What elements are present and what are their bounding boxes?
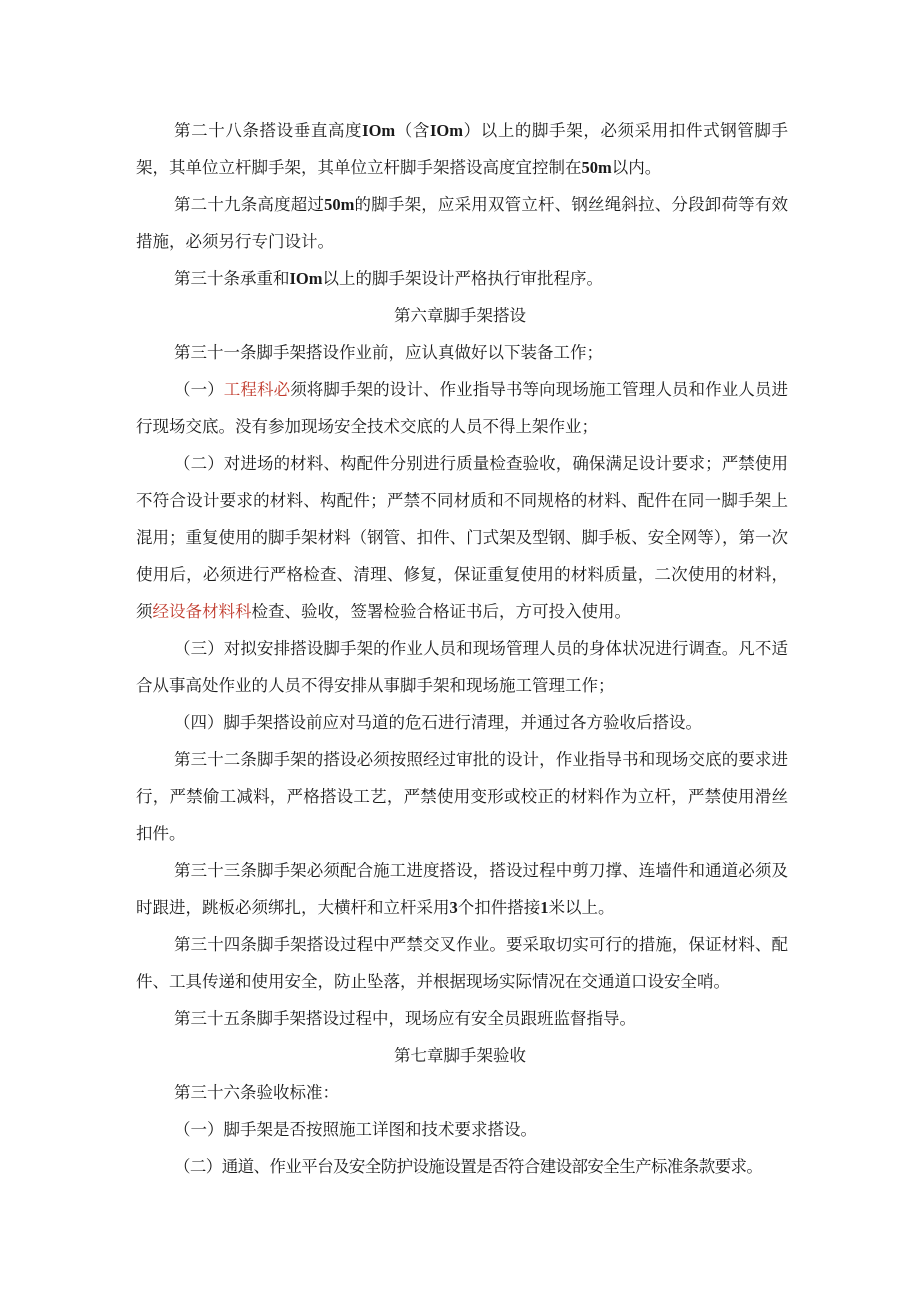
- article-33-text-1: 第三十三条脚手架必须配合施工进度搭设，搭设过程中剪刀撑、连墙件和通道必须及时跟进，跳板必须绑扎，大横杆和立杆采用: [136, 861, 788, 917]
- clamp-count: 3: [449, 898, 458, 917]
- article-29-text-2: 的脚手架，应采用双管立杆、钢丝绳斜拉、分段卸荷等有效措施，必须另行专门设计。: [136, 195, 789, 251]
- chapter-6-title: 第六章脚手架搭设: [394, 306, 526, 325]
- overlap-length: 1: [540, 898, 549, 917]
- height-value: IOm: [289, 269, 323, 288]
- item-1-highlight: 工程科必: [223, 380, 291, 399]
- article-31: 第三十一条脚手架搭设作业前，应认真做好以下装备工作；: [174, 343, 603, 362]
- article-28-text-1: 第二十八条搭设垂直高度: [174, 121, 363, 140]
- article-33-text-2: 个扣件搭接: [457, 898, 541, 917]
- article-28-text-3: ）以上的脚手架，必须采用扣件式钢管脚手架，其单位立杆脚手架，其单位立杆脚手架搭设高度宜控制在: [136, 121, 789, 177]
- height-value: 50m: [324, 195, 355, 214]
- article-31-item-1: [136, 371, 788, 445]
- article-32: 第三十二条脚手架的搭设必须按照经过审批的设计，作业指导书和现场交底的要求进行，严禁偷工减料，严格搭设工艺，严禁使用变形或校正的材料作为立杆，严禁使用滑丝扣件。: [136, 750, 788, 843]
- item-2-text-1: （二）对进场的材料、构配件分别进行质量检查验收，确保满足设计要求；严禁使用不符合设计要求的材料、构配件；严禁不同材质和不同规格的材料、配件在同一脚手架上混用；重复使用的脚手架材料（钢管、扣件、门式架及型钢、脚手板、安全网等），第一次使用后，必须进行严格检查、清理、修复，保证重复使用的材料质量，二次使用的材料，须: [136, 454, 788, 621]
- article-29-text-1: 第二十九条高度超过: [174, 195, 325, 214]
- height-value-2: IOm: [430, 121, 463, 140]
- article-33-text-3: 米以上。: [548, 898, 615, 917]
- article-30: [136, 260, 788, 297]
- item-2-highlight: 经设备材料科: [152, 602, 252, 621]
- height-value-1: IOm: [362, 121, 396, 140]
- article-28: [136, 112, 788, 186]
- height-value-3: 50m: [581, 158, 612, 177]
- article-36: 第三十六条验收标准：: [174, 1083, 339, 1102]
- article-31-item-4: （四）脚手架搭设前应对马道的危石进行清理，并通过各方验收后搭设。: [174, 713, 702, 732]
- article-31-item-2: [136, 445, 788, 630]
- article-31-item-3: （三）对拟安排搭设脚手架的作业人员和现场管理人员的身体状况进行调查。凡不适合从事高处作业的人员不得安排从事脚手架和现场施工管理工作；: [136, 639, 788, 695]
- article-30-text-2: 以上的脚手架设计严格执行审批程序。: [322, 269, 603, 288]
- item-1-text: 须将脚手架的设计、作业指导书等向现场施工管理人员和作业人员进行现场交底。没有参加现场安全技术交底的人员不得上架作业；: [136, 380, 789, 436]
- article-28-text-4: 以内。: [611, 158, 662, 177]
- article-36-item-2: （二）通道、作业平台及安全防护设施设置是否符合建设部安全生产标准条款要求。: [174, 1157, 763, 1176]
- chapter-7-title: 第七章脚手架验收: [394, 1046, 526, 1065]
- article-30-text-1: 第三十条承重和: [174, 269, 290, 288]
- article-29: [136, 186, 788, 260]
- article-36-item-1: （一）脚手架是否按照施工详图和技术要求搭设。: [174, 1120, 537, 1139]
- article-33: [136, 852, 788, 926]
- item-1-prefix: （一）: [174, 380, 224, 399]
- article-35: 第三十五条脚手架搭设过程中，现场应有安全员跟班监督指导。: [174, 1009, 636, 1028]
- article-34: 第三十四条脚手架搭设过程中严禁交叉作业。要采取切实可行的措施，保证材料、配件、工具传递和使用安全，防止坠落，并根据现场实际情况在交通道口设安全哨。: [136, 935, 788, 991]
- item-2-text-2: 检查、验收，签署检验合格证书后，方可投入使用。: [251, 602, 631, 621]
- article-28-text-2: （含: [395, 121, 430, 140]
